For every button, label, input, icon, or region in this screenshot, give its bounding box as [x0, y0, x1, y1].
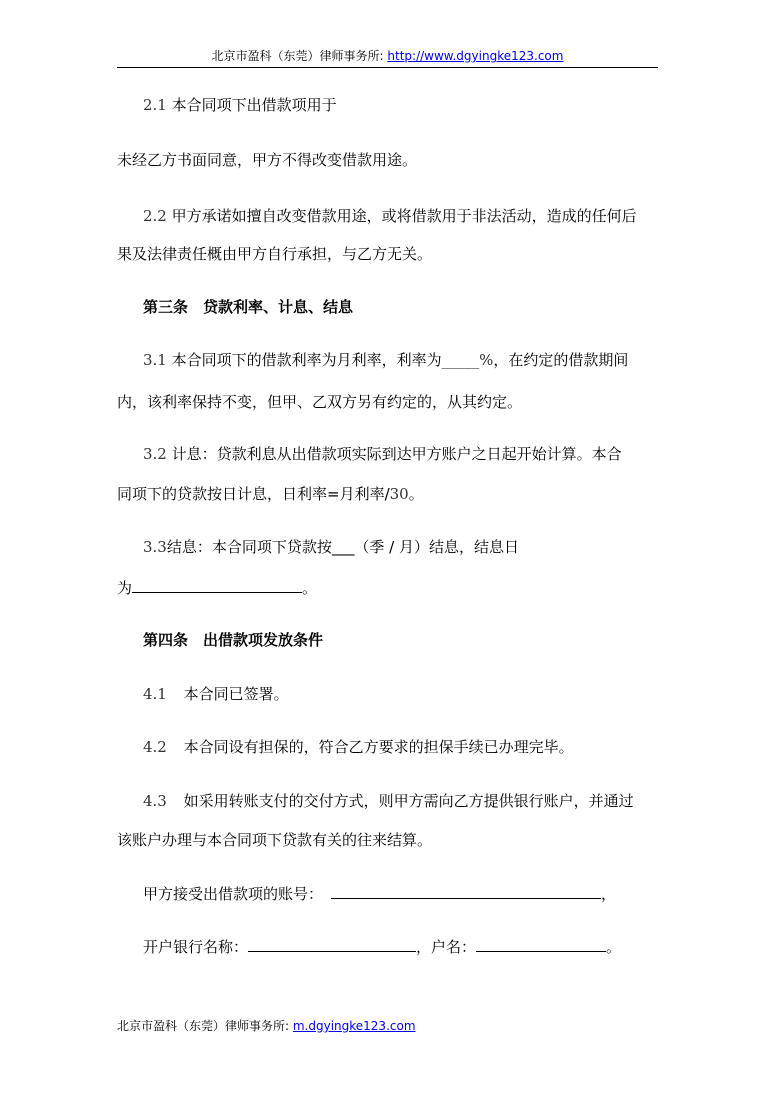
clause-text: 甲方承诺如擅自改变借款用途，或将借款用于非法活动，造成的任何后: [171, 207, 637, 225]
clause-3-1: [143, 350, 628, 370]
clause-2-2: [143, 206, 637, 226]
days-number: 30: [389, 485, 409, 503]
account-holder-blank[interactable]: [476, 937, 606, 952]
article-4-heading: 第四条 出借款项发放条件: [143, 631, 324, 649]
header-divider: [117, 67, 658, 68]
footer-firm-name: 北京市盈科（东莞）律师事务所:: [117, 1019, 293, 1033]
header-website-link[interactable]: http://www.dgyingke123.com: [387, 49, 564, 63]
clause-2-2-continuation: 果及法律责任概由甲方自行承担，与乙方无关。: [117, 245, 433, 263]
clause-number: 4.1: [143, 685, 167, 703]
header-firm-name: 北京市盈科（东莞）律师事务所:: [211, 49, 388, 63]
bank-name-blank[interactable]: [248, 937, 416, 952]
clause-4-2: [143, 737, 574, 757]
bank-name-line: [143, 937, 621, 957]
clause-number: 3.1: [143, 351, 167, 369]
clause-text: 本合同项下出借款项用于: [171, 96, 337, 114]
bank-end: 。: [606, 938, 622, 956]
account-end: ，: [601, 885, 617, 903]
settlement-date-blank[interactable]: [132, 578, 302, 593]
clause-text: 同项下的贷款按日计息，日利率=月利率/: [117, 485, 390, 503]
bank-label: 开户银行名称：: [143, 938, 249, 956]
clause-3-1-continuation: 内，该利率保持不变，但甲、乙双方另有约定的，从其约定。: [117, 393, 523, 411]
clause-text: 本合同项下的借款利率为月利率，利率为: [171, 351, 442, 369]
page-footer: [117, 1018, 416, 1034]
page-header: [117, 48, 658, 64]
account-label: 甲方接受出借款项的账号：: [143, 885, 324, 903]
holder-label: ，户名：: [416, 938, 477, 956]
article-3-heading: 第三条 贷款利率、计息、结息: [143, 298, 354, 316]
clause-number: 4.3: [143, 792, 167, 810]
clause-text: 结息：本合同项下贷款按___（季 / 月）结息，结息日: [166, 538, 519, 556]
clause-text: 本合同设有担保的，符合乙方要求的担保手续已办理完毕。: [183, 738, 574, 756]
clause-text: 如采用转账支付的交付方式，则甲方需向乙方提供银行账户，并通过: [183, 792, 634, 810]
clause-2-1-continuation: 未经乙方书面同意，甲方不得改变借款用途。: [117, 151, 418, 169]
clause-text-tail: ，在约定的借款期间: [493, 351, 629, 369]
rate-blank: _____%: [441, 351, 494, 369]
clause-text-end: 。: [302, 579, 318, 597]
clause-text: 本合同已签署。: [183, 685, 289, 703]
clause-3-3: [143, 537, 519, 557]
clause-number: 3.2: [143, 445, 167, 463]
clause-number: 2.1: [143, 96, 167, 114]
clause-3-3-continuation: [117, 578, 317, 598]
clause-4-1: [143, 684, 289, 704]
clause-2-1: [143, 95, 337, 115]
clause-number: 2.2: [143, 207, 167, 225]
account-number-blank[interactable]: [331, 884, 601, 899]
clause-number: 3.3: [143, 538, 167, 556]
clause-3-2-continuation: [117, 484, 424, 504]
clause-text: 为: [117, 579, 133, 597]
clause-text-end: 。: [408, 485, 424, 503]
clause-4-3: [143, 791, 634, 811]
clause-4-3-continuation: 该账户办理与本合同项下贷款有关的往来结算。: [117, 831, 433, 849]
clause-number: 4.2: [143, 738, 167, 756]
clause-3-2: [143, 444, 622, 464]
footer-website-link[interactable]: m.dgyingke123.com: [292, 1019, 416, 1033]
clause-text: 计息：贷款利息从出借款项实际到达甲方账户之日起开始计算。本合: [171, 445, 622, 463]
account-number-line: [143, 884, 616, 904]
